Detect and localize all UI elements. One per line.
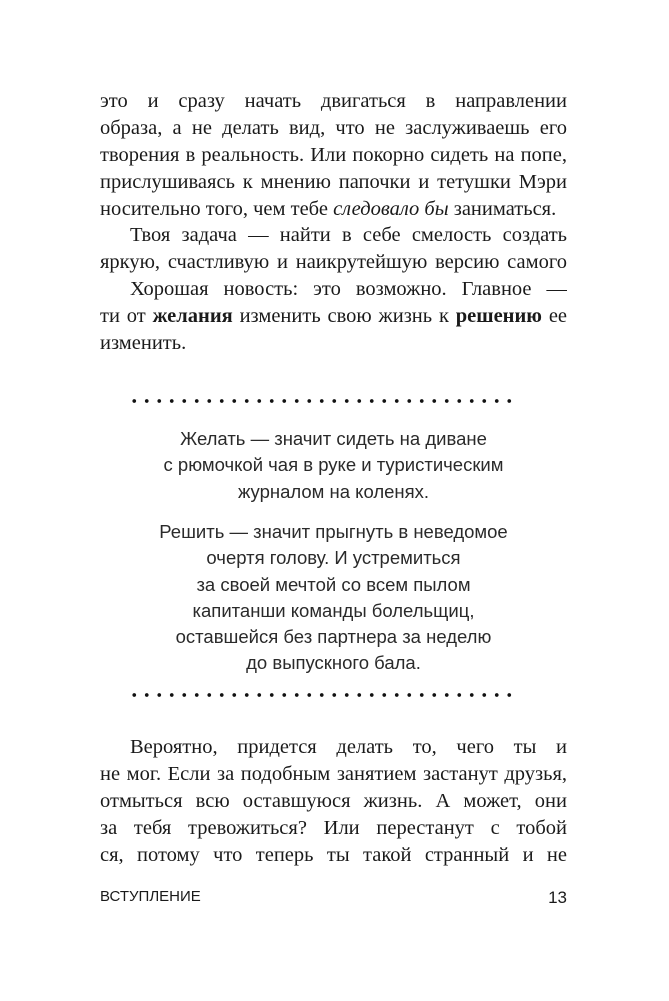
text-line: Твоя задача — найти в себе смелость создать bbox=[130, 224, 567, 247]
text-line: Вероятно, придется делать то, чего ты и bbox=[130, 736, 567, 758]
text-line: Хорошая новость: это возможно. Главное — bbox=[130, 278, 567, 301]
bold-text: решению bbox=[455, 305, 542, 328]
text-line: не мог. Если за подобным занятием застанут друзья, bbox=[100, 762, 567, 785]
text-line: за тебя тревожиться? Или перестанут с тобой bbox=[100, 816, 567, 839]
callout-line: с рюмочкой чая в руке и туристическим bbox=[163, 454, 504, 476]
text-segment: ти от bbox=[100, 305, 153, 328]
text-line: изменить. bbox=[100, 332, 187, 355]
text-line bbox=[100, 303, 567, 330]
callout-line: Желать — значит сидеть на диване bbox=[180, 428, 487, 449]
text-segment: изменить свою жизнь к bbox=[239, 305, 456, 328]
callout-line: за своей мечтой со всем пылом bbox=[196, 573, 471, 595]
text-line: ся, потому что теперь ты такой странный и не bbox=[100, 843, 567, 866]
text-segment: ее bbox=[548, 305, 567, 328]
text-line: отмыться всю оставшуюся жизнь. А может, они bbox=[100, 789, 567, 812]
bold-text: желания bbox=[152, 305, 233, 328]
text-line: яркую, счастливую и наикрутейшую версию самого bbox=[100, 251, 567, 274]
dotted-divider-bottom bbox=[128, 692, 518, 698]
callout-line: Решить — значит прыгнуть в неведомое bbox=[159, 521, 508, 542]
callout-quote-1 bbox=[100, 426, 567, 505]
text-line bbox=[100, 196, 567, 223]
callout-line: журналом на коленях. bbox=[237, 480, 430, 502]
body-text-top bbox=[100, 88, 567, 357]
italic-text: следовало бы bbox=[333, 197, 449, 220]
callout-quote-2 bbox=[100, 519, 567, 677]
page-number: 13 bbox=[548, 888, 567, 907]
callout-line: оставшейся без партнера за неделю bbox=[175, 626, 492, 648]
text-line: творения в реальность. Или покорно сидеть на попе, bbox=[100, 143, 567, 166]
body-text-bottom bbox=[100, 734, 567, 868]
running-section-title: ВСТУПЛЕНИЕ bbox=[100, 888, 201, 905]
text-segment: носительно того, чем тебе bbox=[100, 197, 334, 220]
text-line: образа, а не делать вид, что не заслуживаешь его bbox=[100, 116, 567, 139]
callout-line: до выпускного бала. bbox=[246, 652, 421, 674]
text-line: прислушиваясь к мнению папочки и тетушки Мэри bbox=[100, 170, 567, 193]
callout-line: очертя голову. И устремиться bbox=[206, 547, 461, 569]
text-segment: заниматься. bbox=[448, 197, 557, 220]
dotted-divider-top bbox=[128, 398, 518, 404]
callout-line: капитанши команды болельщиц, bbox=[192, 599, 475, 621]
text-line: это и сразу начать двигаться в направлении bbox=[100, 90, 567, 112]
